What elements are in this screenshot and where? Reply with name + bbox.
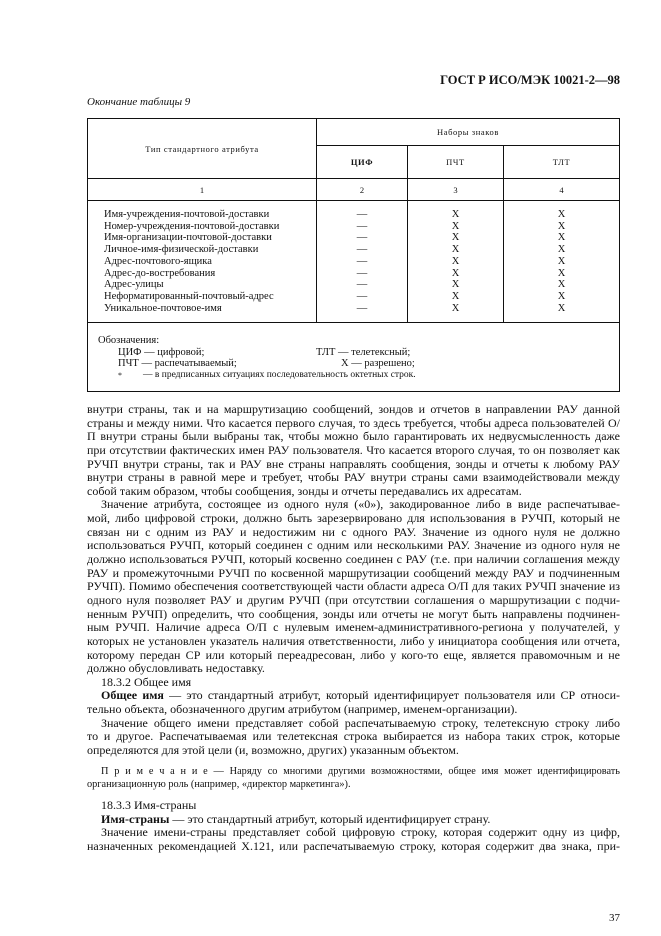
cell-tlt: X <box>557 209 566 220</box>
legend <box>88 323 620 392</box>
spacer <box>87 758 620 765</box>
header-cif: ЦИФ <box>317 146 408 179</box>
line-text: связан ни с одним из РАУ и недостижим ни с одного РАУ. Значение из одного нуля не должно <box>87 525 620 539</box>
text-line <box>87 662 620 676</box>
line-text: организационную роль (например, «директор маркетинга»). <box>87 779 351 791</box>
line-text: ненным РУЧП) определить, что сообщения, зонды или отчеты не могут быть направлены подчинен- <box>87 607 620 621</box>
text-line <box>87 403 620 417</box>
cell-pcht: X <box>451 244 460 256</box>
line-text: при отсутствии фактических имен РАУ пользователя. Что касается второго случая, то он позволяет как <box>87 443 620 457</box>
text-line <box>87 608 620 622</box>
table-caption: Окончание таблицы 9 <box>87 96 191 108</box>
character-sets-table <box>87 118 620 392</box>
cell-tlt: X <box>557 290 566 302</box>
col-number: 2 <box>317 179 408 201</box>
cell-tlt: X <box>557 220 566 232</box>
text-line <box>87 580 620 594</box>
group-header: Наборы знаков <box>317 119 620 146</box>
note-line <box>87 778 620 792</box>
document-code: ГОСТ Р ИСО/МЭК 10021-2—98 <box>440 73 620 87</box>
note-line <box>87 765 620 779</box>
line-text: П р и м е ч а н и е — Наряду со многими другими возможностями, общее имя может идентифицировать <box>101 765 620 777</box>
cell-cif: — <box>356 220 368 232</box>
line-text: 18.3.3 Имя-страны <box>101 797 197 812</box>
cell-cif: — <box>356 302 368 314</box>
term: Общее имя <box>101 689 164 703</box>
line-text: внутри страны, так и на маршрутизацию сообщений, зондов и отчетов в направлении РАУ данной <box>87 403 620 416</box>
text-line <box>87 840 620 854</box>
cell-tlt: X <box>557 232 566 244</box>
attribute-name: Имя-учреждения-почтовой-доставки <box>104 209 270 220</box>
legend-star: * <box>118 370 122 380</box>
term: Имя-страны <box>101 811 170 826</box>
text-line <box>87 649 620 663</box>
text-line <box>87 485 620 499</box>
line-text: которому передан СР или который переадресован, либо у кого-то еще, является правомочным и не <box>87 648 620 662</box>
text-line <box>87 717 620 731</box>
cell-pcht: X <box>451 290 460 302</box>
text-line <box>87 430 620 444</box>
cell-pcht: X <box>451 267 460 279</box>
page-number: 37 <box>609 912 620 924</box>
line-text: Значение общего имени представляет собой распечатываемую строку, телетексную строку либо <box>101 716 620 730</box>
text-line <box>87 594 620 608</box>
cell-cif: — <box>356 290 368 302</box>
cell-cif: — <box>356 267 368 279</box>
line-text: страны и между ними. Что касается первого случая, то здесь требуется, чтобы адреса пользователей О/ <box>87 416 620 430</box>
text-line <box>87 539 620 553</box>
cell-pcht: X <box>451 232 460 244</box>
cell-tlt: X <box>557 302 566 314</box>
line-text: РУЧП внутри страны, так и РАУ вне страны направлять сообщения, зонды и отчеты к любому РАУ <box>87 457 620 471</box>
attribute-name: Неформатированный-почтовый-адрес <box>104 290 274 302</box>
attribute-name: Адрес-до-востребования <box>104 267 216 279</box>
text-line <box>87 635 620 649</box>
cell-pcht: X <box>451 209 460 220</box>
cell-cif: — <box>356 232 368 244</box>
legend-cif: ЦИФ — цифровой; <box>118 346 205 358</box>
col-number: 3 <box>408 179 504 201</box>
line-text: Значение атрибута, состоящее из одного нуля («0»), закодированное либо в виде распечатывае- <box>101 498 620 512</box>
text-line <box>87 676 620 690</box>
legend-title: Обозначения: <box>98 335 160 347</box>
cell-pcht: X <box>451 279 460 291</box>
line-text: должно обусловливать недоставку. <box>87 661 265 676</box>
line-text: которых не установлен указатель наличия ответственности, либо у инициатора сообщения или отчета, <box>87 634 620 648</box>
line-text: внутри страны в равной мере и требует, чтобы РАУ внутри страны сами взаимодействовали между <box>87 471 620 485</box>
cell-tlt: X <box>557 255 566 267</box>
cell-tlt: X <box>557 279 566 291</box>
legend-pcht: ПЧТ — распечатываемый; <box>118 358 237 370</box>
line-text: ным РУЧП. Наличие адреса О/П с нулевым именем-административного-региона у получателей, у <box>87 621 620 635</box>
cell-pcht: X <box>451 302 460 314</box>
text-line <box>87 567 620 581</box>
attribute-name: Личное-имя-физической-доставки <box>104 244 259 256</box>
line-text: РУЧП). Помимо обеспечения соответствующей части области адреса О/П для таких РУЧП значение из <box>87 580 620 594</box>
header-tlt: ТЛТ <box>504 146 620 179</box>
cell-pcht: X <box>451 255 460 267</box>
line-text: Значение имени-страны представляет собой цифровую строку, которая содержит одну из цифр, <box>101 826 620 840</box>
line-text: должно использоваться РУЧП, который косвенно соединен с РАУ (т.е. при наличии соглашения между <box>87 553 620 567</box>
col-number: 1 <box>88 179 317 201</box>
line-text: использоваться РУЧП, который соединен с одним или несколькими РАУ. Значение из одного нуля не <box>87 539 620 553</box>
attribute-name: Имя-организации-почтовой-доставки <box>104 232 272 244</box>
text-line <box>87 512 620 526</box>
legend-tlt: ТЛТ — телетексный; <box>316 346 411 358</box>
header-pcht: ПЧТ <box>408 146 504 179</box>
cell-cif: — <box>356 244 368 256</box>
line-text: П внутри страны были выбраны так, чтобы можно было гарантировать их недвусмысленность даже <box>87 430 620 444</box>
attribute-name: Номер-учреждения-почтовой-доставки <box>104 220 280 232</box>
cell-cif: — <box>356 279 368 291</box>
cell-pcht: X <box>451 220 460 232</box>
text-line <box>87 553 620 567</box>
text-line <box>87 730 620 744</box>
cell-tlt: X <box>557 244 566 256</box>
text-line <box>87 799 620 813</box>
cell-tlt: X <box>557 267 566 279</box>
attribute-names <box>88 201 317 323</box>
col1-header: Тип стандартного атрибута <box>88 119 317 179</box>
line-text: — это стандартный атрибут, который идентифицирует страну. <box>169 811 491 826</box>
text-line <box>87 826 620 840</box>
line-text: то и другое. Распечатываемая или телетексная строка выбирается из набора таких строк, которые <box>87 730 620 744</box>
line-text: РАУ и промежуточными РУЧП по косвенной маршрутизации сообщений между РАУ и подчиненным <box>87 566 620 580</box>
text-line <box>87 703 620 717</box>
pcht-values <box>408 201 504 323</box>
col-number: 4 <box>504 179 620 201</box>
attribute-name: Уникальное-почтовое-имя <box>104 302 222 314</box>
line-text: назначенных рекомендацией X.121, или распечатываемую строку, которая содержит два знака, при- <box>87 839 620 853</box>
text-line <box>87 417 620 431</box>
text-line <box>87 444 620 458</box>
text-line <box>87 498 620 512</box>
text-line <box>87 689 620 703</box>
tlt-values <box>504 201 620 323</box>
text-line <box>87 458 620 472</box>
line-text: — это стандартный атрибут, который идентифицирует пользователя или СР относи- <box>163 689 620 703</box>
text-line <box>87 813 620 827</box>
legend-star-text: — в предписанных ситуациях последовательность октетных строк. <box>143 369 416 380</box>
text-line <box>87 526 620 540</box>
cell-cif: — <box>356 255 368 267</box>
cell-cif: — <box>356 209 368 220</box>
line-text: собой таким образом, чтобы сообщения, зонды и отчеты передавались их адресатам. <box>87 483 522 498</box>
text-line <box>87 471 620 485</box>
line-text: 18.3.2 Общее имя <box>101 674 192 689</box>
line-text: одного нуля позволяет РАУ и другим РУЧП (при отсутствии соглашения о маршрутизации с подчи- <box>87 593 620 607</box>
text-line <box>87 621 620 635</box>
line-text: тельно объекта, обозначенного другим атрибутом (например, именем-организации). <box>87 702 518 717</box>
body-text <box>87 403 620 854</box>
attribute-name: Адрес-почтового-ящика <box>104 255 212 267</box>
text-line <box>87 744 620 758</box>
cif-values <box>317 201 408 323</box>
line-text: мой, либо цифровой строки, должно быть зарезервировано для использования в РУЧП, который не <box>87 512 620 526</box>
attribute-name: Адрес-улицы <box>104 279 164 291</box>
legend-x: X — разрешено; <box>341 358 415 370</box>
line-text: определяются для этой цели (и, возможно, других) указанным объектом. <box>87 743 459 758</box>
